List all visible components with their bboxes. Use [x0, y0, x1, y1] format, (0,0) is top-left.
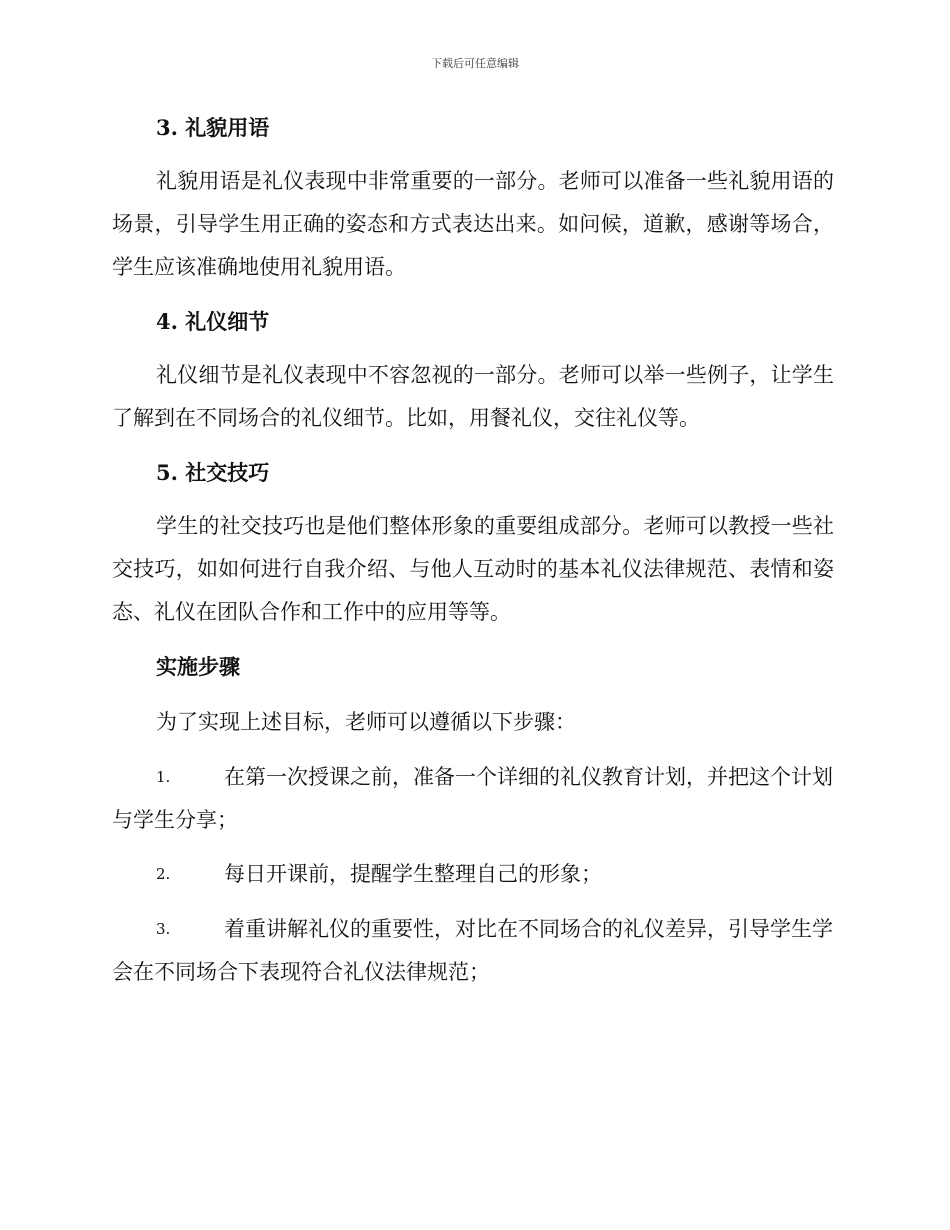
list-item-text: 每日开课前，提醒学生整理自己的形象； [224, 862, 602, 886]
list-item-number: 2. [156, 865, 171, 883]
section-heading-polite-language: 3. 礼貌用语 [156, 115, 270, 140]
section-heading-implementation: 实施步骤 [156, 654, 240, 679]
list-item-step-2 [112, 853, 834, 896]
section-heading-social-skills: 5. 社交技巧 [156, 460, 270, 485]
section-heading-etiquette-details: 4. 礼仪细节 [156, 309, 270, 334]
paragraph-polite-language: 礼貌用语是礼仪表现中非常重要的一部分。老师可以准备一些礼貌用语的场景，引导学生用正确的姿态和方式表达出来。如问候，道歉，感谢等场合，学生应该准确地使用礼貌用语。 [112, 169, 834, 279]
list-item-number: 1. [156, 768, 171, 786]
paragraph-implementation-intro: 为了实现上述目标，老师可以遵循以下步骤： [156, 710, 576, 734]
page-header-note: 下载后可任意编辑 [431, 57, 519, 70]
list-item-step-3 [112, 908, 834, 994]
list-item-text: 在第一次授课之前，准备一个详细的礼仪教育计划，并把这个计划与学生分享； [112, 765, 833, 832]
paragraph-etiquette-details: 礼仪细节是礼仪表现中不容忽视的一部分。老师可以举一些例子，让学生了解到在不同场合的礼仪细节。比如，用餐礼仪，交往礼仪等。 [112, 363, 834, 430]
paragraph-social-skills: 学生的社交技巧也是他们整体形象的重要组成部分。老师可以教授一些社交技巧，如如何进行自我介绍、与他人互动时的基本礼仪法律规范、表情和姿态、礼仪在团队合作和工作中的应用等等。 [112, 514, 834, 624]
list-item-text: 着重讲解礼仪的重要性，对比在不同场合的礼仪差异，引导学生学会在不同场合下表现符合礼仪法律规范； [112, 917, 833, 984]
list-item-step-1 [112, 756, 834, 842]
list-item-number: 3. [156, 920, 171, 938]
